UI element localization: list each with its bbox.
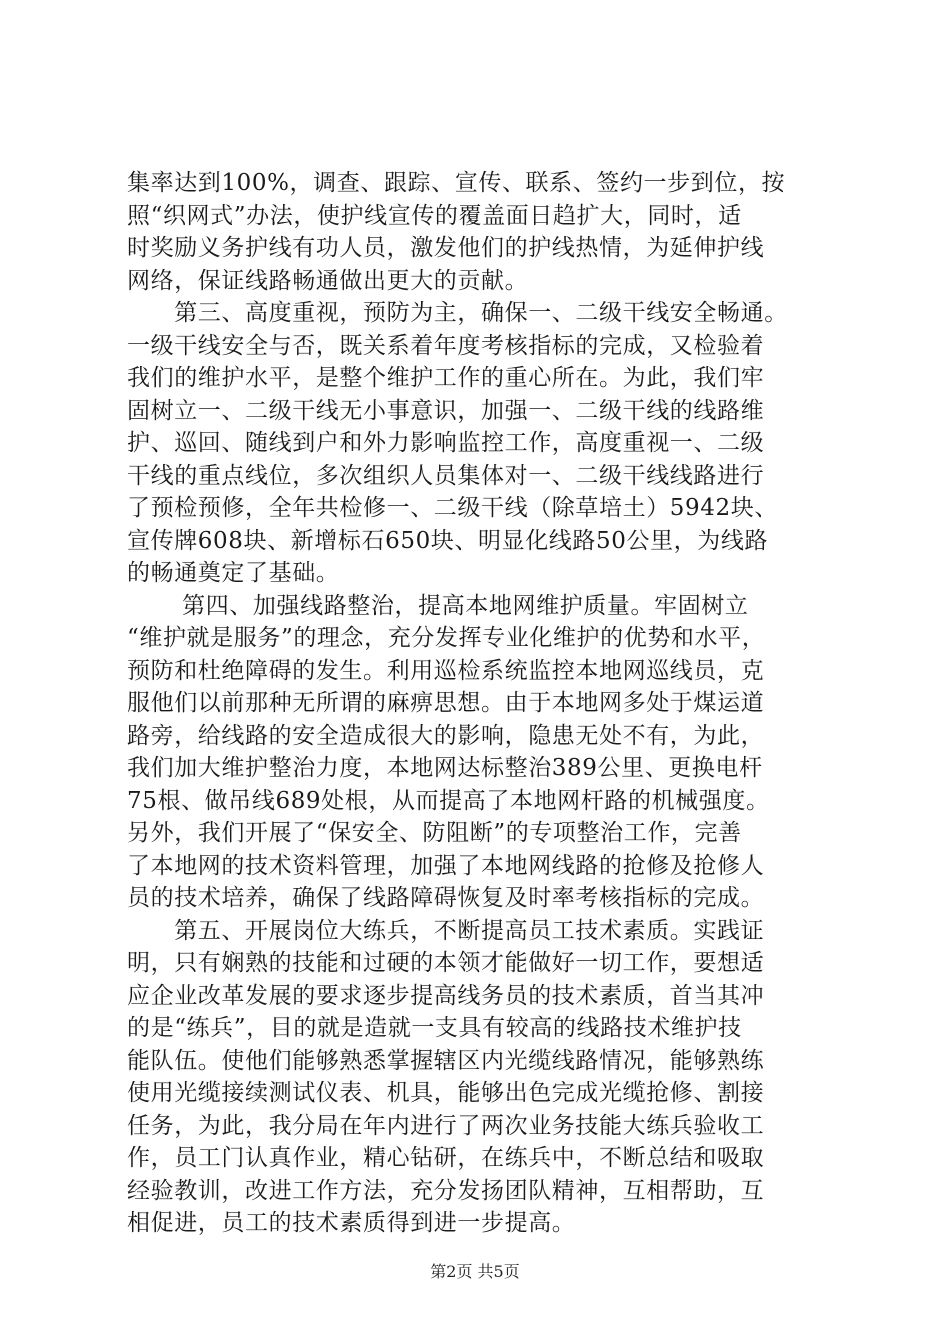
text-line: 固树立一、二级干线无小事意识，加强一、二级干线的线路维 xyxy=(127,397,765,424)
text-line: 相促进，员工的技术素质得到进一步提高。 xyxy=(127,1210,576,1236)
text-line: 第四、加强线路整治，提高本地网维护质量。牢固树立 xyxy=(127,592,749,619)
text-line: 集率达到100%，调查、跟踪、宣传、联系、签约一步到位，按 xyxy=(127,170,786,196)
text-line: 明，只有娴熟的技能和过硬的本领才能做好一切工作，要想适 xyxy=(127,950,765,976)
text-line: 干线的重点线位，多次组织人员集体对一、二级干线线路进行 xyxy=(127,462,765,489)
text-line: 能队伍。使他们能够熟悉掌握辖区内光缆线路情况，能够熟练 xyxy=(127,1047,765,1074)
text-line: 了预检预修，全年共检修一、二级干线（除草培土）5942块、 xyxy=(127,495,778,521)
text-line: 服他们以前那种无所谓的麻痹思想。由于本地网多处于煤运道 xyxy=(127,690,765,716)
text-line: 经验教训，改进工作方法，充分发扬团队精神，互相帮助，互 xyxy=(127,1177,765,1204)
text-line: 宣传牌608块、新增标石650块、明显化线路50公里，为线路 xyxy=(127,527,769,554)
text-line: 时奖励义务护线有功人员，激发他们的护线热情，为延伸护线 xyxy=(127,235,765,261)
text-line: 另外，我们开展了“保安全、防阻断”的专项整治工作，完善 xyxy=(127,820,742,846)
text-line: 任务，为此，我分局在年内进行了两次业务技能大练兵验收工 xyxy=(127,1112,765,1139)
text-line: 的畅通奠定了基础。 xyxy=(127,560,340,586)
text-line: 员的技术培养，确保了线路障碍恢复及时率考核指标的完成。 xyxy=(127,885,765,911)
page-number: 第2页 共5页 xyxy=(430,1262,520,1281)
text-line: 路旁，给线路的安全造成很大的影响，隐患无处不有，为此， xyxy=(127,722,765,749)
text-line: 第五、开展岗位大练兵，不断提高员工技术素质。实践证 xyxy=(127,917,765,944)
text-line: 预防和杜绝障碍的发生。利用巡检系统监控本地网巡线员，克 xyxy=(127,657,765,684)
text-line: 了本地网的技术资料管理，加强了本地网线路的抢修及抢修人 xyxy=(127,852,765,879)
text-line: 我们加大维护整治力度，本地网达标整治389公里、更换电杆 xyxy=(127,755,763,781)
text-line: 作，员工门认真作业，精心钻研，在练兵中，不断总结和吸取 xyxy=(127,1145,765,1171)
text-line: 一级干线安全与否，既关系着年度考核指标的完成，又检验着 xyxy=(127,332,765,359)
text-line: 应企业改革发展的要求逐步提高线务员的技术素质，首当其冲 xyxy=(127,982,765,1009)
text-line: 的是“练兵”，目的就是造就一支具有较高的线路技术维护技 xyxy=(127,1015,742,1041)
text-line: 第三、高度重视，预防为主，确保一、二级干线安全畅通。 xyxy=(127,300,788,326)
text-line: 照“织网式”办法，使护线宣传的覆盖面日趋扩大，同时，适 xyxy=(127,202,742,229)
text-line: 我们的维护水平，是整个维护工作的重心所在。为此，我们牢 xyxy=(127,365,765,391)
text-line: “维护就是服务”的理念，充分发挥专业化维护的优势和水平， xyxy=(127,625,766,651)
text-line: 护、巡回、随线到户和外力影响监控工作，高度重视一、二级 xyxy=(127,430,765,456)
text-line: 网络，保证线路畅通做出更大的贡献。 xyxy=(127,267,529,294)
text-line: 75根、做吊线689处根，从而提高了本地网杆路的机械强度。 xyxy=(127,787,770,814)
text-line: 使用光缆接续测试仪表、机具，能够出色完成光缆抢修、割接 xyxy=(127,1080,765,1106)
